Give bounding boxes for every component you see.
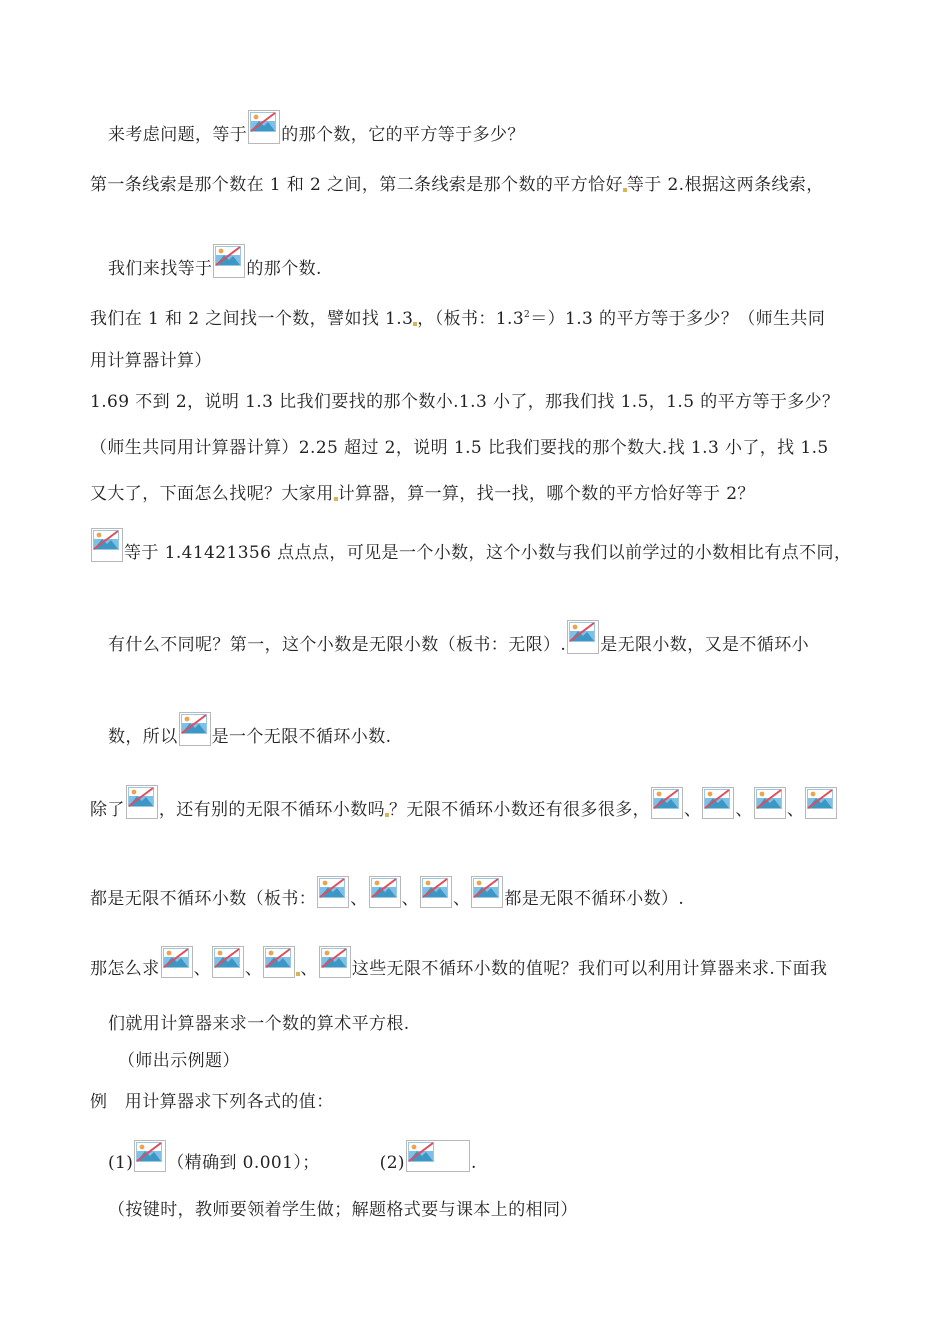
- paragraph-line-10: [108, 620, 809, 656]
- broken-image-placeholder-icon: [406, 1140, 470, 1172]
- text-segment: 我们来找等于: [108, 259, 213, 279]
- broken-image-placeholder-icon: [212, 946, 244, 978]
- broken-image-placeholder-icon: [161, 946, 193, 978]
- text-segment: 例 用计算器求下列各式的值：: [90, 1092, 334, 1112]
- text-segment: ，还有别的无限不循环小数吗: [158, 800, 386, 820]
- paragraph-line-7: [90, 437, 829, 459]
- text-segment: 等于 1.41421356 点点点，可见是一个小数，这个小数与我们以前学过的小数相比有点不同，: [124, 543, 852, 563]
- text-segment: 那怎么求: [90, 959, 160, 979]
- broken-image-placeholder-icon: [702, 787, 734, 819]
- broken-image-placeholder-icon: [369, 876, 401, 908]
- separator: 、: [193, 959, 212, 979]
- separator: 、: [684, 800, 702, 820]
- paragraph-line-8: [90, 483, 755, 505]
- separator: 、: [245, 959, 263, 979]
- text-segment: 1.69 不到 2，说明 1.3 比我们要找的那个数小.1.3 小了，那我们找 1.5，1.5 的平方等于多少？: [90, 392, 840, 412]
- paragraph-line-5: [90, 350, 212, 372]
- paragraph-line-4: [90, 308, 825, 330]
- separator: 、: [350, 889, 368, 909]
- broken-image-placeholder-icon: [754, 787, 786, 819]
- paragraph-line-18: [108, 1140, 477, 1174]
- text-segment: 都是无限不循环小数）.: [504, 889, 685, 909]
- text-segment: 是无限小数，又是不循环小: [600, 635, 810, 655]
- paragraph-line-6: [90, 391, 839, 413]
- text-segment: ？无限不循环小数还有很多很多，: [389, 800, 651, 820]
- paragraph-line-17: [90, 1091, 334, 1113]
- paragraph-line-2: [90, 174, 824, 196]
- text-segment: 等于 2.根据这两条线索，: [626, 175, 824, 195]
- broken-image-placeholder-icon: [319, 946, 351, 978]
- text-segment: 数，所以: [108, 727, 178, 747]
- separator: 、: [786, 800, 805, 820]
- separator: 、: [401, 889, 420, 909]
- broken-image-placeholder-icon: [179, 712, 211, 746]
- broken-image-placeholder-icon: [471, 876, 503, 908]
- paragraph-line-11: [108, 712, 391, 748]
- paragraph-line-16: [118, 1050, 240, 1072]
- broken-image-placeholder-icon: [248, 110, 280, 144]
- text-segment: (2): [379, 1153, 405, 1173]
- paragraph-line-9: [90, 528, 851, 564]
- separator: 、: [453, 889, 471, 909]
- text-segment: ，（板书：1.3: [417, 309, 525, 329]
- text-segment: 的那个数，它的平方等于多少？: [281, 125, 525, 145]
- broken-image-placeholder-icon: [134, 1140, 166, 1172]
- broken-image-placeholder-icon: [651, 787, 683, 819]
- paragraph-line-19: [108, 1199, 578, 1221]
- broken-image-placeholder-icon: [263, 946, 295, 978]
- broken-image-placeholder-icon: [317, 876, 349, 908]
- text-segment: （师生共同用计算器计算）2.25 超过 2，说明 1.5 比我们要找的那个数大.找 1.3 小了，找 1.5: [90, 438, 829, 458]
- text-segment: 计算器，算一算，找一找，哪个数的平方恰好等于 2？: [337, 484, 755, 504]
- text-segment: 第一条线索是那个数在 1 和 2 之间，第二条线索是那个数的平方恰好: [90, 175, 623, 195]
- broken-image-placeholder-icon: [213, 244, 245, 278]
- text-segment: 又大了，下面怎么找呢？大家用: [90, 484, 334, 504]
- text-segment: （精确到 0.001）；: [167, 1153, 320, 1173]
- text-segment: （按键时，教师要领着学生做；解题格式要与课本上的相同）: [108, 1200, 578, 1220]
- text-segment: ＝）1.3 的平方等于多少？（师生共同: [530, 309, 826, 329]
- paragraph-line-1: [108, 110, 525, 146]
- text-segment: 这些无限不循环小数的值呢？我们可以利用计算器来求.下面我: [351, 959, 828, 979]
- text-segment: .: [470, 1153, 477, 1173]
- text-segment: 我们在 1 和 2 之间找一个数，譬如找 1.3: [90, 309, 414, 329]
- broken-image-placeholder-icon: [420, 876, 452, 908]
- broken-image-placeholder-icon: [91, 528, 123, 562]
- separator: 、: [735, 800, 753, 820]
- text-segment: 们就用计算器来求一个数的算术平方根.: [108, 1014, 410, 1034]
- broken-image-placeholder-icon: [126, 785, 158, 819]
- superscript: 2: [524, 310, 531, 320]
- text-segment: 都是无限不循环小数（板书：: [90, 889, 317, 909]
- paragraph-line-13: [90, 876, 684, 910]
- paragraph-line-12: [90, 785, 838, 821]
- text-segment: 来考虑问题，等于: [108, 125, 248, 145]
- text-segment: 用计算器计算）: [90, 351, 212, 371]
- text-segment: (1): [108, 1153, 134, 1173]
- text-segment: （师出示例题）: [118, 1051, 240, 1071]
- text-segment: 有什么不同呢？第一，这个小数是无限小数（板书：无限）.: [108, 635, 567, 655]
- broken-image-placeholder-icon: [567, 620, 599, 654]
- separator: 、: [300, 959, 318, 979]
- paragraph-line-14: [90, 946, 827, 980]
- paragraph-line-15: [108, 1013, 410, 1035]
- text-segment: 的那个数.: [246, 259, 322, 279]
- broken-image-placeholder-icon: [805, 787, 837, 819]
- paragraph-line-3: [108, 244, 322, 280]
- text-segment: 除了: [90, 800, 125, 820]
- text-segment: 是一个无限不循环小数.: [211, 727, 392, 747]
